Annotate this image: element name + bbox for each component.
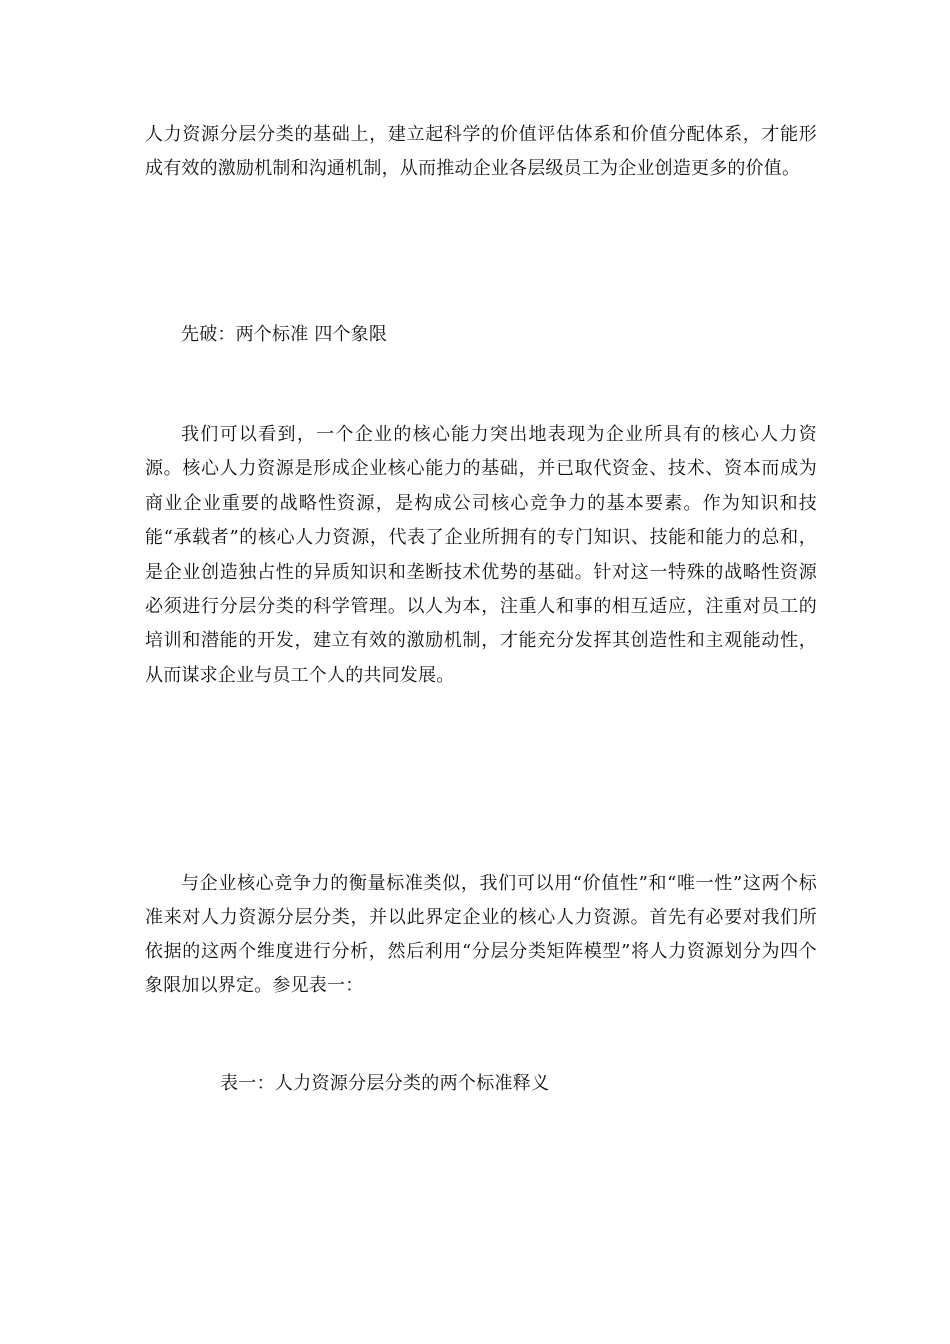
body-paragraph: 与企业核心竞争力的衡量标准类似，我们可以用“价值性”和“唯一性”这两个标准来对人力资源分层分类，并以此界定企业的核心人力资源。首先有必要对我们所依据的这两个维度进行分析，然后利用“分层分类矩阵模型”将人力资源划分为四个象限加以界定。参见表一： [145, 873, 817, 996]
table-caption: 表一：人力资源分层分类的两个标准释义 [220, 1073, 550, 1094]
body-paragraph: 我们可以看到，一个企业的核心能力突出地表现为企业所具有的核心人力资源。核心人力资源是形成企业核心能力的基础，并已取代资金、技术、资本而成为商业企业重要的战略性资源，是构成公司核心竞争力的基本要素。作为知识和技能“承载者”的核心人力资源，代表了企业所拥有的专门知识、技能和能力的总和，是企业创造独占性的异质知识和垄断技术优势的基础。针对这一特殊的战略性资源必须进行分层分类的科学管理。以人为本，注重人和事的相互适应，注重对员工的培训和潜能的开发，建立有效的激励机制，才能充分发挥其创造性和主观能动性，从而谋求企业与员工个人的共同发展。 [145, 424, 817, 686]
body-paragraph: 人力资源分层分类的基础上，建立起科学的价值评估体系和价值分配体系，才能形成有效的激励机制和沟通机制，从而推动企业各层级员工为企业创造更多的价值。 [145, 124, 817, 179]
section-heading: 先破：两个标准 四个象限 [181, 324, 388, 345]
